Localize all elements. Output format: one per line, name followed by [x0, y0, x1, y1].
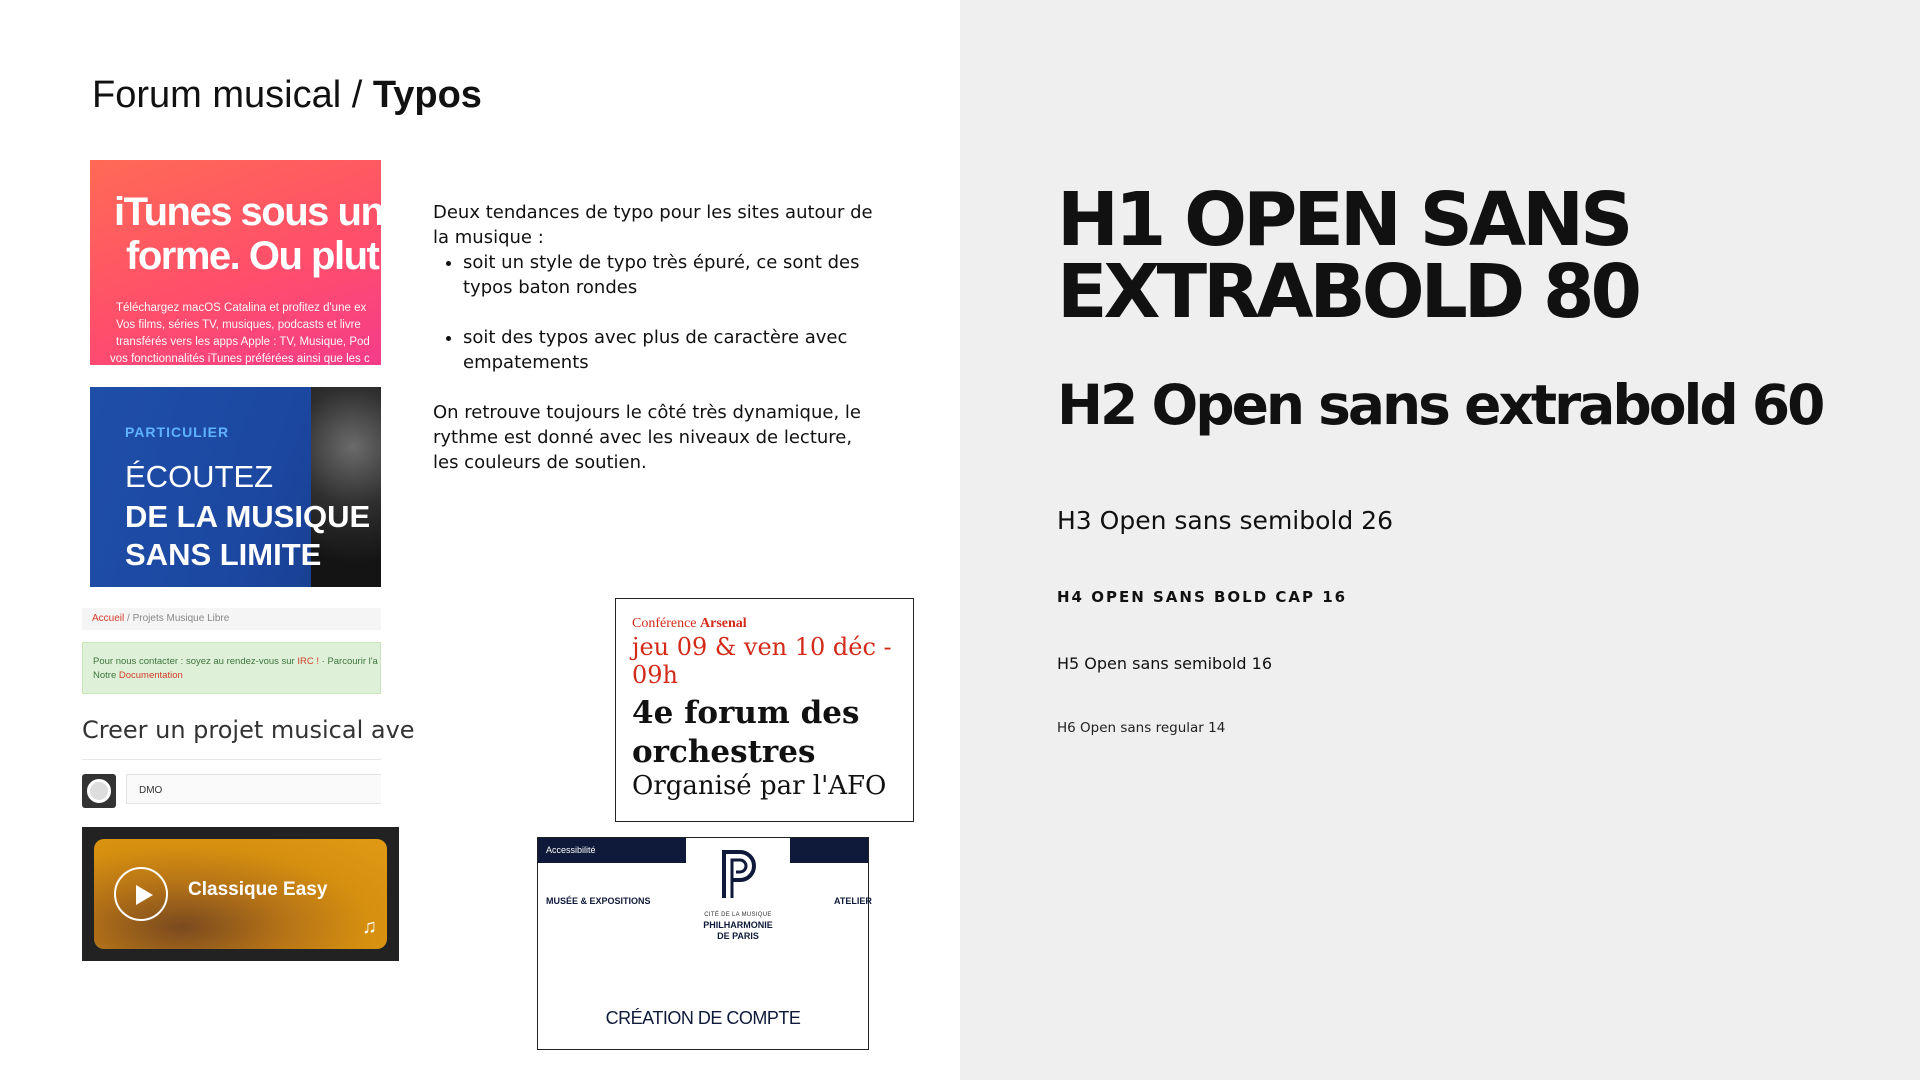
headphones-photo: [311, 387, 381, 587]
philharmonie-logo: [686, 838, 790, 941]
page-title-prefix: Forum musical /: [92, 74, 373, 116]
conference-kicker-place: Arsenal: [700, 616, 747, 631]
description-bullet: • soit un style de typo très épuré, ce sont des typos baton rondes: [463, 250, 883, 300]
philharmonie-sample-image: [537, 837, 872, 1050]
itunes-headline-line2: forme. Ou plut: [126, 234, 379, 278]
musique-libre-sample-image: [82, 604, 415, 814]
creation-compte-heading: CRÉATION DE COMPTE: [605, 1008, 801, 1028]
h6-sample: H6 Open sans regular 14: [1057, 720, 1226, 736]
nav-atelier: ATELIER: [834, 896, 872, 906]
page-title-bold: Typos: [372, 74, 482, 116]
itunes-body-line: Téléchargez macOS Catalina et profitez d'une ex: [116, 302, 367, 314]
avatar-icon: [87, 779, 111, 803]
conference-date: jeu 09 & ven 10 déc - 09h: [632, 633, 892, 689]
queue-music-icon: ♫: [362, 916, 377, 938]
playlist-title: Classique Easy: [188, 879, 328, 900]
avatar: [82, 774, 116, 808]
alert-irc-link: IRC !: [297, 656, 319, 667]
philharmonie-name-line1: PHILHARMONIE: [703, 920, 773, 930]
breadcrumb-current: Projets Musique Libre: [132, 613, 230, 624]
conference-subtitle: Organisé par l'AFO: [632, 771, 887, 801]
description-bullets: [433, 250, 883, 375]
h1-sample: H1 OPEN SANS EXTRABOLD 80: [1057, 177, 1638, 335]
particulier-label: PARTICULIER: [125, 424, 230, 440]
playlist-card: [94, 839, 387, 949]
itunes-headline-line1: iTunes sous un: [114, 190, 384, 234]
conference-title: 4e forum des orchestres: [632, 695, 860, 770]
alert-doc-link: Documentation: [118, 670, 183, 681]
breadcrumb-separator: /: [124, 613, 133, 624]
divider: [82, 759, 381, 760]
classique-easy-sample-image: [82, 827, 399, 961]
itunes-sample-image: [90, 160, 384, 365]
particulier-line2: DE LA MUSIQUE: [125, 499, 371, 534]
nav-musee: MUSÉE & EXPOSITIONS: [546, 896, 651, 906]
particulier-sample-image: [90, 387, 381, 587]
conference-kicker: [632, 616, 747, 632]
alert-line2: Notre: [93, 670, 119, 681]
dmo-field: DMO: [126, 774, 381, 804]
philharmonie-logo-icon: [718, 848, 758, 900]
itunes-body-line: vos fonctionnalités iTunes préférées ainsi que les c: [110, 353, 370, 365]
cite-label: CITÉ DE LA MUSIQUE: [704, 912, 772, 918]
contact-alert: [82, 642, 381, 694]
description-text: [433, 200, 883, 475]
particulier-line1: ÉCOUTEZ: [125, 459, 274, 494]
philharmonie-name-line2: DE PARIS: [717, 931, 759, 941]
play-icon: [114, 867, 168, 921]
h2-sample: H2 Open sans extrabold 60: [1057, 373, 1823, 437]
h5-sample: H5 Open sans semibold 16: [1057, 654, 1273, 673]
h4-sample: H4 OPEN SANS BOLD CAP 16: [1057, 588, 1348, 606]
particulier-line3: SANS LIMITE: [125, 537, 322, 572]
itunes-body-line: Vos films, séries TV, musiques, podcasts et livre: [116, 319, 361, 331]
conference-kicker-prefix: Conférence: [632, 616, 701, 631]
libre-heading: Creer un projet musical ave: [82, 716, 415, 744]
itunes-body-line: transférés vers les apps Apple : TV, Musique, Pod: [116, 336, 370, 348]
breadcrumb-home: Accueil: [92, 613, 125, 624]
page-title: [92, 74, 482, 117]
description-outro: On retrouve toujours le côté très dynamique, le rythme est donné avec les niveaux de lecture, les couleurs de soutien.: [433, 402, 861, 473]
h3-sample: H3 Open sans semibold 26: [1057, 506, 1393, 535]
alert-more: · Parcourir l'a: [319, 656, 378, 667]
description-bullet: • soit des typos avec plus de caractère avec empatements: [463, 325, 883, 375]
breadcrumb: [82, 608, 381, 630]
right-pane: [960, 0, 1920, 1080]
alert-text: Pour nous contacter : soyez au rendez-vous sur: [93, 656, 298, 667]
accessibility-link: Accessibilité: [546, 845, 596, 855]
conference-sample-image: [615, 598, 914, 822]
description-intro: Deux tendances de typo pour les sites autour de la musique :: [433, 202, 873, 248]
